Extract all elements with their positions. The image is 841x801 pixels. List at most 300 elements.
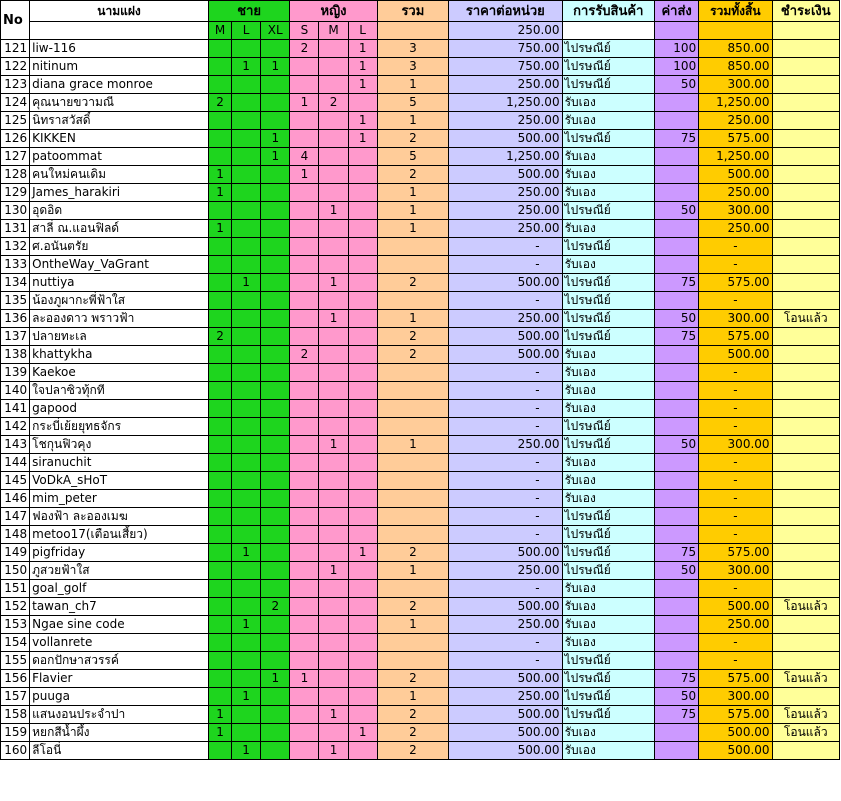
cell-women-s[interactable]: [290, 184, 319, 202]
cell-delivery[interactable]: ไปรษณีย์: [562, 310, 654, 328]
cell-name[interactable]: pigfriday: [30, 544, 209, 562]
cell-payment[interactable]: [772, 202, 839, 220]
cell-women-s[interactable]: [290, 580, 319, 598]
cell-grand-total[interactable]: -: [699, 382, 772, 400]
cell-women-s[interactable]: [290, 418, 319, 436]
cell-grand-total[interactable]: 1,250.00: [699, 148, 772, 166]
cell-no[interactable]: 122: [1, 58, 30, 76]
cell-women-s[interactable]: [290, 634, 319, 652]
size-men-m[interactable]: M: [208, 22, 231, 40]
cell-grand-total[interactable]: 300.00: [699, 202, 772, 220]
cell-men-xl[interactable]: [261, 418, 290, 436]
cell-women-l[interactable]: [348, 202, 377, 220]
cell-men-l[interactable]: [232, 652, 261, 670]
cell-payment[interactable]: โอนแล้ว: [772, 724, 839, 742]
payment-blank[interactable]: [772, 22, 839, 40]
cell-women-l[interactable]: 1: [348, 112, 377, 130]
cell-women-l[interactable]: 1: [348, 724, 377, 742]
cell-men-xl[interactable]: 1: [261, 130, 290, 148]
cell-delivery[interactable]: รับเอง: [562, 148, 654, 166]
cell-name[interactable]: gapood: [30, 400, 209, 418]
cell-unit-price[interactable]: -: [449, 256, 563, 274]
cell-men-xl[interactable]: [261, 382, 290, 400]
cell-men-l[interactable]: 1: [232, 616, 261, 634]
cell-women-l[interactable]: 1: [348, 58, 377, 76]
cell-total[interactable]: 2: [377, 328, 448, 346]
cell-women-s[interactable]: [290, 472, 319, 490]
cell-men-xl[interactable]: [261, 94, 290, 112]
cell-grand-total[interactable]: 575.00: [699, 544, 772, 562]
cell-no[interactable]: 124: [1, 94, 30, 112]
cell-women-m[interactable]: [319, 364, 348, 382]
cell-men-l[interactable]: [232, 166, 261, 184]
cell-unit-price[interactable]: 500.00: [449, 166, 563, 184]
cell-delivery[interactable]: รับเอง: [562, 724, 654, 742]
cell-unit-price[interactable]: -: [449, 238, 563, 256]
cell-name[interactable]: Flavier: [30, 670, 209, 688]
cell-total[interactable]: 1: [377, 310, 448, 328]
cell-total[interactable]: 1: [377, 562, 448, 580]
delivery-blank[interactable]: [562, 22, 654, 40]
cell-total[interactable]: 2: [377, 346, 448, 364]
cell-women-l[interactable]: [348, 688, 377, 706]
cell-payment[interactable]: [772, 490, 839, 508]
cell-name[interactable]: ใจปลาซิวทุ้กที: [30, 382, 209, 400]
cell-unit-price[interactable]: -: [449, 400, 563, 418]
cell-no[interactable]: 147: [1, 508, 30, 526]
cell-shipping[interactable]: [655, 616, 699, 634]
cell-name[interactable]: liw-116: [30, 40, 209, 58]
cell-men-m[interactable]: [208, 274, 231, 292]
cell-total[interactable]: [377, 634, 448, 652]
cell-grand-total[interactable]: -: [699, 400, 772, 418]
cell-women-s[interactable]: [290, 562, 319, 580]
cell-name[interactable]: diana grace monroe: [30, 76, 209, 94]
cell-men-l[interactable]: [232, 634, 261, 652]
cell-delivery[interactable]: รับเอง: [562, 364, 654, 382]
cell-name[interactable]: goal_golf: [30, 580, 209, 598]
cell-men-m[interactable]: [208, 688, 231, 706]
cell-payment[interactable]: [772, 274, 839, 292]
cell-grand-total[interactable]: 250.00: [699, 184, 772, 202]
cell-name[interactable]: Ngae sine code: [30, 616, 209, 634]
cell-delivery[interactable]: รับเอง: [562, 166, 654, 184]
cell-men-l[interactable]: [232, 148, 261, 166]
cell-payment[interactable]: [772, 472, 839, 490]
header-delivery[interactable]: การรับสินค้า: [562, 1, 654, 22]
cell-unit-price[interactable]: 500.00: [449, 724, 563, 742]
cell-men-m[interactable]: [208, 202, 231, 220]
cell-unit-price[interactable]: 500.00: [449, 328, 563, 346]
cell-men-l[interactable]: [232, 706, 261, 724]
cell-payment[interactable]: [772, 418, 839, 436]
cell-name[interactable]: น้องภูผากะพี่ฟ้าใส: [30, 292, 209, 310]
cell-men-xl[interactable]: [261, 634, 290, 652]
cell-women-l[interactable]: [348, 472, 377, 490]
cell-men-l[interactable]: [232, 130, 261, 148]
cell-men-m[interactable]: [208, 418, 231, 436]
cell-men-l[interactable]: [232, 580, 261, 598]
cell-women-s[interactable]: [290, 454, 319, 472]
cell-total[interactable]: [377, 382, 448, 400]
cell-delivery[interactable]: ไปรษณีย์: [562, 238, 654, 256]
cell-name[interactable]: puuga: [30, 688, 209, 706]
size-women-m[interactable]: M: [319, 22, 348, 40]
cell-delivery[interactable]: ไปรษณีย์: [562, 436, 654, 454]
cell-women-m[interactable]: [319, 724, 348, 742]
cell-unit-price[interactable]: 500.00: [449, 274, 563, 292]
cell-women-s[interactable]: [290, 490, 319, 508]
cell-men-xl[interactable]: 1: [261, 670, 290, 688]
cell-men-m[interactable]: [208, 742, 231, 760]
cell-women-m[interactable]: [319, 688, 348, 706]
cell-grand-total[interactable]: 1,250.00: [699, 94, 772, 112]
cell-women-l[interactable]: [348, 454, 377, 472]
cell-women-m[interactable]: [319, 472, 348, 490]
cell-name[interactable]: vollanrete: [30, 634, 209, 652]
cell-shipping[interactable]: 50: [655, 76, 699, 94]
cell-total[interactable]: 2: [377, 166, 448, 184]
cell-women-l[interactable]: [348, 652, 377, 670]
cell-no[interactable]: 138: [1, 346, 30, 364]
cell-men-xl[interactable]: [261, 472, 290, 490]
base-price[interactable]: 250.00: [449, 22, 563, 40]
cell-unit-price[interactable]: 250.00: [449, 310, 563, 328]
cell-men-l[interactable]: 1: [232, 58, 261, 76]
cell-men-m[interactable]: [208, 292, 231, 310]
cell-delivery[interactable]: ไปรษณีย์: [562, 706, 654, 724]
cell-total[interactable]: 1: [377, 220, 448, 238]
cell-women-m[interactable]: 1: [319, 706, 348, 724]
cell-payment[interactable]: [772, 292, 839, 310]
cell-women-l[interactable]: [348, 310, 377, 328]
cell-men-l[interactable]: [232, 364, 261, 382]
cell-shipping[interactable]: 75: [655, 544, 699, 562]
cell-men-xl[interactable]: [261, 166, 290, 184]
cell-men-m[interactable]: [208, 670, 231, 688]
cell-delivery[interactable]: ไปรษณีย์: [562, 508, 654, 526]
cell-grand-total[interactable]: -: [699, 508, 772, 526]
cell-total[interactable]: 2: [377, 598, 448, 616]
cell-women-l[interactable]: [348, 508, 377, 526]
cell-name[interactable]: อุดอิด: [30, 202, 209, 220]
cell-men-xl[interactable]: [261, 544, 290, 562]
cell-no[interactable]: 129: [1, 184, 30, 202]
cell-unit-price[interactable]: 1,250.00: [449, 94, 563, 112]
cell-shipping[interactable]: 75: [655, 274, 699, 292]
cell-name[interactable]: โชกุนฟิวคุง: [30, 436, 209, 454]
cell-payment[interactable]: [772, 130, 839, 148]
cell-men-m[interactable]: [208, 238, 231, 256]
cell-unit-price[interactable]: -: [449, 418, 563, 436]
cell-no[interactable]: 139: [1, 364, 30, 382]
cell-women-s[interactable]: [290, 220, 319, 238]
cell-delivery[interactable]: ไปรษณีย์: [562, 526, 654, 544]
cell-payment[interactable]: [772, 580, 839, 598]
cell-women-l[interactable]: [348, 238, 377, 256]
cell-men-m[interactable]: [208, 130, 231, 148]
cell-men-xl[interactable]: [261, 310, 290, 328]
cell-men-xl[interactable]: [261, 184, 290, 202]
cell-women-m[interactable]: [319, 40, 348, 58]
cell-women-s[interactable]: [290, 724, 319, 742]
cell-women-m[interactable]: [319, 580, 348, 598]
header-men[interactable]: ชาย: [208, 1, 289, 22]
cell-shipping[interactable]: 50: [655, 562, 699, 580]
cell-men-m[interactable]: [208, 40, 231, 58]
cell-payment[interactable]: [772, 454, 839, 472]
cell-grand-total[interactable]: -: [699, 526, 772, 544]
cell-name[interactable]: nitinum: [30, 58, 209, 76]
cell-men-l[interactable]: [232, 670, 261, 688]
cell-women-s[interactable]: [290, 598, 319, 616]
cell-total[interactable]: [377, 418, 448, 436]
size-women-l[interactable]: L: [348, 22, 377, 40]
cell-women-m[interactable]: [319, 454, 348, 472]
cell-women-m[interactable]: [319, 112, 348, 130]
cell-shipping[interactable]: [655, 346, 699, 364]
cell-men-l[interactable]: [232, 76, 261, 94]
cell-shipping[interactable]: 50: [655, 436, 699, 454]
cell-men-m[interactable]: [208, 346, 231, 364]
cell-name[interactable]: ปลายทะเล: [30, 328, 209, 346]
cell-men-xl[interactable]: [261, 202, 290, 220]
cell-men-m[interactable]: [208, 652, 231, 670]
cell-grand-total[interactable]: -: [699, 256, 772, 274]
cell-no[interactable]: 149: [1, 544, 30, 562]
cell-shipping[interactable]: 75: [655, 670, 699, 688]
cell-men-l[interactable]: 1: [232, 274, 261, 292]
cell-women-s[interactable]: 1: [290, 670, 319, 688]
cell-women-l[interactable]: [348, 526, 377, 544]
header-name-blank[interactable]: [30, 22, 209, 40]
cell-men-l[interactable]: [232, 238, 261, 256]
cell-payment[interactable]: [772, 526, 839, 544]
cell-men-l[interactable]: [232, 382, 261, 400]
cell-payment[interactable]: [772, 148, 839, 166]
cell-women-l[interactable]: [348, 274, 377, 292]
cell-unit-price[interactable]: 500.00: [449, 346, 563, 364]
cell-shipping[interactable]: [655, 166, 699, 184]
cell-delivery[interactable]: รับเอง: [562, 580, 654, 598]
cell-women-l[interactable]: [348, 436, 377, 454]
cell-payment[interactable]: [772, 76, 839, 94]
cell-payment[interactable]: [772, 112, 839, 130]
cell-women-s[interactable]: [290, 292, 319, 310]
header-total[interactable]: รวม: [377, 1, 448, 22]
cell-grand-total[interactable]: -: [699, 292, 772, 310]
cell-unit-price[interactable]: -: [449, 490, 563, 508]
cell-unit-price[interactable]: -: [449, 472, 563, 490]
cell-delivery[interactable]: ไปรษณีย์: [562, 328, 654, 346]
cell-women-s[interactable]: [290, 436, 319, 454]
cell-name[interactable]: Kaekoe: [30, 364, 209, 382]
cell-payment[interactable]: [772, 58, 839, 76]
cell-name[interactable]: KIKKEN: [30, 130, 209, 148]
cell-women-m[interactable]: [319, 382, 348, 400]
cell-women-l[interactable]: [348, 220, 377, 238]
cell-no[interactable]: 156: [1, 670, 30, 688]
cell-payment[interactable]: [772, 688, 839, 706]
cell-no[interactable]: 132: [1, 238, 30, 256]
cell-grand-total[interactable]: -: [699, 364, 772, 382]
cell-grand-total[interactable]: 575.00: [699, 274, 772, 292]
cell-women-l[interactable]: [348, 382, 377, 400]
cell-total[interactable]: 5: [377, 148, 448, 166]
cell-men-xl[interactable]: [261, 256, 290, 274]
cell-shipping[interactable]: [655, 472, 699, 490]
cell-delivery[interactable]: รับเอง: [562, 454, 654, 472]
cell-men-m[interactable]: 1: [208, 724, 231, 742]
cell-men-l[interactable]: [232, 184, 261, 202]
cell-total[interactable]: 2: [377, 274, 448, 292]
cell-women-l[interactable]: [348, 292, 377, 310]
cell-shipping[interactable]: [655, 526, 699, 544]
cell-women-m[interactable]: [319, 634, 348, 652]
cell-shipping[interactable]: 100: [655, 40, 699, 58]
cell-no[interactable]: 148: [1, 526, 30, 544]
cell-men-l[interactable]: [232, 562, 261, 580]
cell-name[interactable]: ศ.อนันตรัย: [30, 238, 209, 256]
cell-women-l[interactable]: [348, 328, 377, 346]
cell-grand-total[interactable]: 575.00: [699, 130, 772, 148]
header-no[interactable]: No: [1, 1, 30, 40]
size-men-xl[interactable]: XL: [261, 22, 290, 40]
cell-name[interactable]: ลีโอนี่: [30, 742, 209, 760]
cell-unit-price[interactable]: 250.00: [449, 562, 563, 580]
cell-total[interactable]: [377, 652, 448, 670]
cell-unit-price[interactable]: 750.00: [449, 58, 563, 76]
cell-women-l[interactable]: [348, 580, 377, 598]
cell-no[interactable]: 160: [1, 742, 30, 760]
cell-unit-price[interactable]: -: [449, 454, 563, 472]
cell-delivery[interactable]: ไปรษณีย์: [562, 130, 654, 148]
total-blank[interactable]: [377, 22, 448, 40]
cell-no[interactable]: 159: [1, 724, 30, 742]
cell-name[interactable]: คนใหม่คนเดิม: [30, 166, 209, 184]
cell-no[interactable]: 137: [1, 328, 30, 346]
cell-men-l[interactable]: [232, 328, 261, 346]
cell-unit-price[interactable]: 250.00: [449, 220, 563, 238]
cell-name[interactable]: ละอองดาว พราวฟ้า: [30, 310, 209, 328]
cell-women-l[interactable]: [348, 490, 377, 508]
cell-women-s[interactable]: [290, 508, 319, 526]
cell-shipping[interactable]: [655, 418, 699, 436]
cell-name[interactable]: คุณนายขวามณี: [30, 94, 209, 112]
cell-shipping[interactable]: 75: [655, 328, 699, 346]
shipping-blank[interactable]: [655, 22, 699, 40]
cell-payment[interactable]: [772, 184, 839, 202]
cell-men-xl[interactable]: [261, 328, 290, 346]
cell-women-s[interactable]: 1: [290, 166, 319, 184]
cell-no[interactable]: 146: [1, 490, 30, 508]
cell-grand-total[interactable]: -: [699, 580, 772, 598]
cell-delivery[interactable]: ไปรษณีย์: [562, 76, 654, 94]
cell-shipping[interactable]: [655, 364, 699, 382]
cell-men-l[interactable]: [232, 508, 261, 526]
cell-women-l[interactable]: [348, 184, 377, 202]
cell-unit-price[interactable]: 750.00: [449, 40, 563, 58]
cell-women-s[interactable]: [290, 526, 319, 544]
cell-unit-price[interactable]: -: [449, 580, 563, 598]
cell-delivery[interactable]: ไปรษณีย์: [562, 418, 654, 436]
cell-men-xl[interactable]: [261, 436, 290, 454]
cell-name[interactable]: ภูสวยฟ้าใส: [30, 562, 209, 580]
header-women[interactable]: หญิง: [290, 1, 377, 22]
cell-women-s[interactable]: 1: [290, 94, 319, 112]
cell-grand-total[interactable]: 300.00: [699, 562, 772, 580]
cell-grand-total[interactable]: 500.00: [699, 166, 772, 184]
cell-shipping[interactable]: [655, 256, 699, 274]
cell-men-m[interactable]: 2: [208, 328, 231, 346]
cell-men-l[interactable]: [232, 454, 261, 472]
cell-delivery[interactable]: รับเอง: [562, 616, 654, 634]
cell-delivery[interactable]: ไปรษณีย์: [562, 292, 654, 310]
cell-women-s[interactable]: 2: [290, 346, 319, 364]
cell-men-m[interactable]: [208, 436, 231, 454]
cell-men-xl[interactable]: 1: [261, 148, 290, 166]
cell-payment[interactable]: [772, 256, 839, 274]
cell-women-m[interactable]: [319, 616, 348, 634]
cell-men-m[interactable]: [208, 472, 231, 490]
cell-no[interactable]: 145: [1, 472, 30, 490]
cell-unit-price[interactable]: 500.00: [449, 544, 563, 562]
cell-grand-total[interactable]: 500.00: [699, 724, 772, 742]
cell-delivery[interactable]: รับเอง: [562, 94, 654, 112]
cell-unit-price[interactable]: 250.00: [449, 436, 563, 454]
cell-payment[interactable]: [772, 742, 839, 760]
cell-total[interactable]: 2: [377, 130, 448, 148]
cell-payment[interactable]: [772, 400, 839, 418]
cell-total[interactable]: 1: [377, 76, 448, 94]
cell-women-s[interactable]: [290, 742, 319, 760]
cell-name[interactable]: mim_peter: [30, 490, 209, 508]
cell-payment[interactable]: โอนแล้ว: [772, 670, 839, 688]
cell-women-m[interactable]: [319, 346, 348, 364]
cell-women-m[interactable]: [319, 58, 348, 76]
cell-men-l[interactable]: 1: [232, 742, 261, 760]
cell-men-m[interactable]: [208, 526, 231, 544]
cell-delivery[interactable]: ไปรษณีย์: [562, 544, 654, 562]
cell-men-m[interactable]: [208, 490, 231, 508]
cell-men-m[interactable]: [208, 382, 231, 400]
cell-women-s[interactable]: [290, 616, 319, 634]
cell-women-m[interactable]: 2: [319, 94, 348, 112]
cell-men-l[interactable]: [232, 94, 261, 112]
cell-no[interactable]: 152: [1, 598, 30, 616]
cell-no[interactable]: 158: [1, 706, 30, 724]
cell-women-l[interactable]: [348, 418, 377, 436]
cell-men-xl[interactable]: 2: [261, 598, 290, 616]
cell-unit-price[interactable]: -: [449, 652, 563, 670]
cell-men-m[interactable]: [208, 364, 231, 382]
cell-delivery[interactable]: ไปรษณีย์: [562, 670, 654, 688]
cell-shipping[interactable]: 75: [655, 130, 699, 148]
cell-unit-price[interactable]: 500.00: [449, 670, 563, 688]
cell-men-xl[interactable]: [261, 364, 290, 382]
cell-payment[interactable]: [772, 328, 839, 346]
cell-women-l[interactable]: [348, 400, 377, 418]
cell-no[interactable]: 130: [1, 202, 30, 220]
cell-women-s[interactable]: [290, 274, 319, 292]
cell-no[interactable]: 153: [1, 616, 30, 634]
cell-shipping[interactable]: [655, 382, 699, 400]
cell-grand-total[interactable]: -: [699, 634, 772, 652]
cell-grand-total[interactable]: -: [699, 454, 772, 472]
cell-women-s[interactable]: [290, 130, 319, 148]
cell-women-s[interactable]: [290, 58, 319, 76]
cell-unit-price[interactable]: 250.00: [449, 76, 563, 94]
